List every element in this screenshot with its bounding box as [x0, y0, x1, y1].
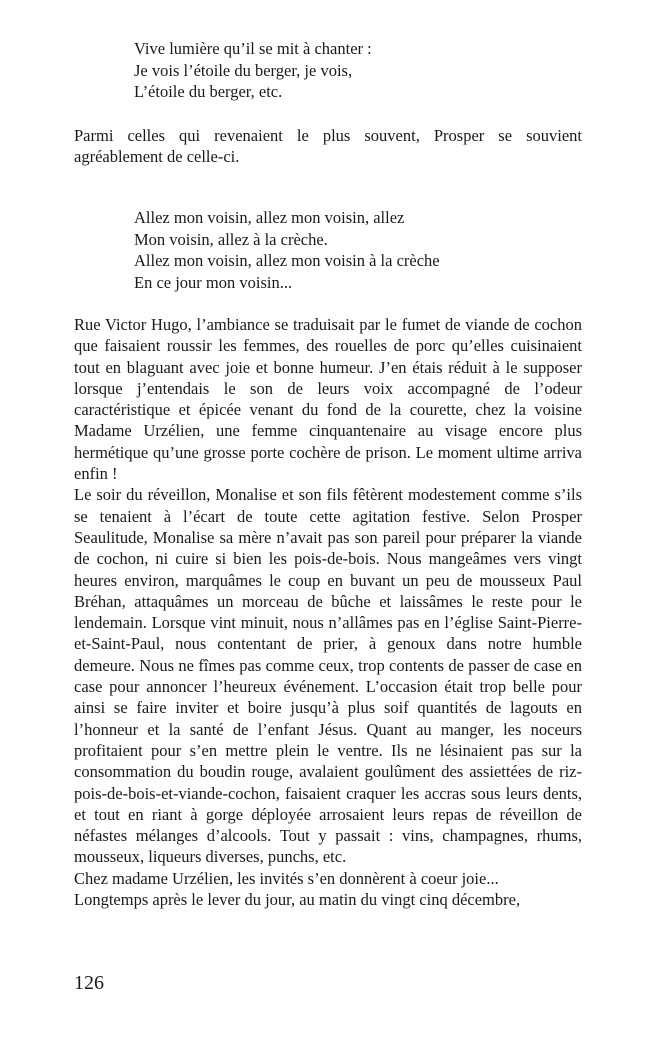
verse-block-star-song	[134, 38, 372, 103]
verse-line: L’étoile du berger, etc.	[134, 82, 283, 101]
verse-line: Allez mon voisin, allez mon voisin, allez	[134, 208, 405, 227]
verse-block-neighbor-song	[134, 207, 440, 293]
verse-line: En ce jour mon voisin...	[134, 272, 293, 292]
verse-line: Allez mon voisin, allez mon voisin à la crèche	[134, 251, 440, 270]
paragraph-madame-urzelien: Chez madame Urzélien, les invités s’en donnèrent à coeur joie...	[74, 868, 499, 888]
paragraph-intro	[74, 125, 582, 168]
verse-line: Mon voisin, allez à la crèche.	[134, 229, 328, 249]
verse-line: Je vois l’étoile du berger, je vois,	[134, 60, 353, 80]
body-text	[74, 314, 582, 910]
paragraph-rue-victor-hugo: Rue Victor Hugo, l’ambiance se traduisait par le fumet de viande de cochon que faisaient roussir les femmes, des rouelles de porc qu’elles cuisinaient tout en blaguant avec joie et bonne humeur. J’en étais réduit à le supposer lorsque j’entendais le son de leurs voix accompagné de l’odeur caractéristique et épicée venant du fond de la courette, chez la voisine Madame Urzélien, une femme cinquantenaire au visage encore plus hermétique qu’une grosse porte cochère de prison. Le moment ultime arriva enfin !	[74, 315, 582, 484]
verse-line: Vive lumière qu’il se mit à chanter :	[134, 39, 372, 58]
paragraph-vingt-cinq-decembre: Longtemps après le lever du jour, au matin du vingt cinq décembre,	[74, 890, 521, 910]
paragraph-text: Parmi celles qui revenaient le plus souvent, Prosper se souvient agréablement de celle-ci.	[74, 126, 582, 167]
paragraph-reveillon: Le soir du réveillon, Monalise et son fils fêtèrent modestement comme s’ils se tenaient à l’écart de toute cette agitation festive. Selon Prosper Seaulitude, Monalise sa mère n’avait pas son pareil pour préparer la viande de cochon, ni cuire si bien les pois-de-bois. Nous mangeâmes vers vingt heures environ, marquâmes le coup en buvant un peu de mousseux Paul Bréhan, attaquâmes un morceau de bûche et laissâmes le reste pour le lendemain. Lorsque vint minuit, nous n’allâmes pas en l’église Saint-Pierre-et-Saint-Paul, nous contentant de prier, à genoux dans notre humble demeure. Nous ne fîmes pas comme ceux, trop contents de passer de case en case pour annoncer l’heureux événement. L’occasion était trop belle pour ainsi se faire inviter et boire jusqu’à plus soif quantités de lagouts en l’honneur et la santé de l’enfant Jésus. Quant au manger, les noceurs profitaient pour s’en mettre plein le ventre. Ils ne lésinaient pas sur la consommation du boudin rouge, avalaient goulûment des assiettées de riz-pois-de-bois-et-viande-cochon, faisaient craquer les accras sous leurs dents, et tout en riant à gorge déployée arrosaient leurs repas de réveillon de néfastes mélanges d’alcools. Tout y passait : vins, champagnes, rhums, mousseux, liqueurs diverses, punchs, etc.	[74, 485, 582, 867]
page-number: 126	[74, 972, 104, 994]
